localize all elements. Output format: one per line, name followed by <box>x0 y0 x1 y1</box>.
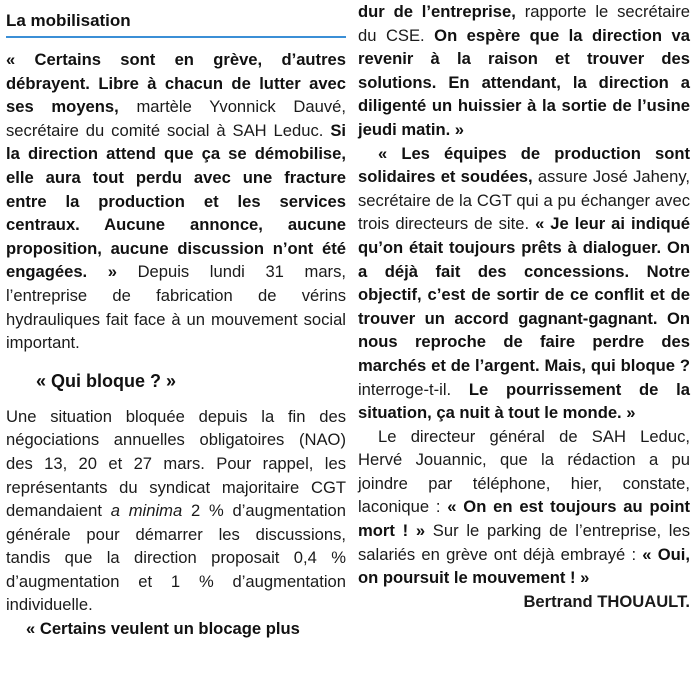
paragraph-union <box>358 142 690 425</box>
text-run: rapporte le secrétaire du CSE. <box>358 2 690 45</box>
text-run: On espère que la direction va revenir à la raison et trouver des solutions. En attendant, la direction a diligenté un huissier à la sortie de l’usine jeudi matin. » <box>358 25 690 139</box>
text-run: 2 % d’augmentation générale pour démarrer les discussions, tandis que la direction proposait 0,4 % d’augmentation et 1 % d’augmentation individuelle. <box>6 501 346 615</box>
paragraph-quote-start <box>6 617 346 641</box>
paragraph-situation <box>6 405 346 617</box>
text-run: Depuis lundi 31 mars, l’entreprise de fabrication de vérins hydrauliques fait face à un mouvement social important. <box>6 262 346 353</box>
text-run: Le directeur général de SAH Leduc, Hervé Jouannic, que la rédaction a pu joindre par téléphone, hier, constate, laconique : <box>358 426 690 517</box>
paragraph-quote-continued <box>358 0 690 142</box>
section-kicker: La mobilisation <box>6 10 346 38</box>
text-run: dur de l’entreprise, <box>358 2 516 21</box>
paragraph-intro <box>6 48 346 355</box>
text-run: interroge-t-il. <box>358 379 469 399</box>
author-signature: Bertrand THOUAULT. <box>523 591 690 611</box>
text-run: « Certains veulent un blocage plus <box>26 619 300 639</box>
paragraph-director <box>358 425 690 590</box>
text-run: Une situation bloquée depuis la fin des négociations annuelles obligatoires (NAO) des 13, 20 et 27 mars. Pour rappel, les représentants du syndicat majoritaire CGT demandaient <box>6 406 346 521</box>
text-run: « On en est toujours au point mort ! » <box>358 497 690 541</box>
text-run: Le pourrissement de la situation, ça nuit à tout le monde. » <box>358 379 691 423</box>
subheading: « Qui bloque ? » <box>36 370 177 391</box>
left-column <box>6 0 346 641</box>
text-run: martèle Yvonnick Dauvé, secrétaire du comité social à SAH Leduc. <box>6 97 346 140</box>
text-run: « Certains sont en grève, d’autres débrayent. Libre à chacun de lutter avec ses moyens, <box>6 50 346 117</box>
text-run: Si la direction attend que ça se démobilise, elle aura tout perdu avec une fracture entre la production et les services centraux. Aucune annonce, aucune proposition, aucune discussion n’ont été engagées. » <box>6 120 346 282</box>
text-run: « Les équipes de production sont solidaires et soudées, <box>358 143 690 187</box>
text-run: « Oui, on poursuit le mouvement ! » <box>358 544 690 588</box>
right-column <box>358 0 690 613</box>
text-run: a minima <box>110 501 183 521</box>
text-run: Sur le parking de l’entreprise, les salariés en grève ont déjà embrayé : <box>358 521 690 564</box>
text-run: « Je leur ai indiqué qu’on était toujours prêts à dialoguer. On a déjà fait des concessions. Notre objectif, c’est de sortir de ce conflit et de trouver un accord gagnant-gagnant. On nous reproche de faire perdre des marchés et de l’argent. Mais, qui bloque ? <box>358 214 690 375</box>
text-run: assure José Jaheny, secrétaire de la CGT qui a pu échanger avec trois directeurs de site. <box>358 167 691 234</box>
